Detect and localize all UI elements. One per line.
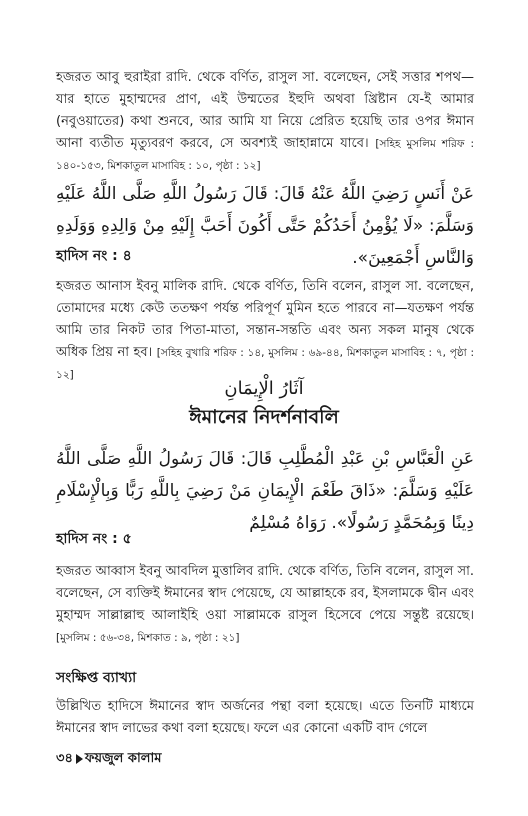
hadith-4-paragraph (56, 276, 474, 386)
hadith-5-heading: হাদিস নং : ৫ (56, 531, 132, 547)
hadith-4-body: হজরত আনাস ইবনু মালিক রাদি. থেকে বর্ণিত, তিনি বলেন, রাসুল সা. বলেছেন, তোমাদের মধ্যে কেউ ততক্ষণ পর্যন্ত পরিপূর্ণ মুমিন হতে পারবে না—যতক্ষণ পর্যন্ত আমি তার নিকট তার পিতা-মাতা, সন্তান-সন্ততি এবং অন্য সকল মানুষ থেকে অধিক প্রিয় না হব। (56, 279, 474, 360)
page-footer (56, 749, 161, 770)
page-number: ৩৪ (56, 751, 73, 766)
book-title: ফয়জুল কালাম (84, 751, 162, 766)
hadith-5-body: হজরত আব্বাস ইবনু আবদিল মুত্তালিব রাদি. থেকে বর্ণিত, তিনি বলেন, রাসুল সা. বলেছেন, সে ব্যক্তিই ঈমানের স্বাদ পেয়েছে, যে আল্লাহকে রব, ইসলামকে দ্বীন এবং মুহাম্মদ সাল্লাল্লাহু আলাইহি ওয়া সাল্লামকে রাসুল হিসেবে পেয়ে সন্তুষ্ট রয়েছে। (56, 564, 474, 623)
explanation-body: উল্লিখিত হাদিসে ঈমানের স্বাদ অর্জনের পন্থা বলা হয়েছে। এতে তিনটি মাধ্যমে ঈমানের স্বাদ লাভের কথা বলা হয়েছে। ফলে এর কোনো একটি বাদ গেলে (56, 699, 474, 736)
explanation-heading: সংক্ষিপ্ত ব্যাখ্যা (56, 670, 137, 686)
hadith-5-paragraph (56, 561, 474, 649)
hadith-4-heading: হাদিস নং : ৪ (56, 248, 132, 264)
hadith-1-paragraph (56, 67, 474, 177)
hadith-4-citation: [সহিহ বুখারি শরিফ : ১৪, মুসলিম : ৬৯-৪৪, মিশকাতুল মাসাবিহ : ৭, পৃষ্ঠা : ১২] (56, 347, 474, 381)
hadith-1-body: হজরত আবু হুরাইরা রাদি. থেকে বর্ণিত, রাসুল সা. বলেছেন, সেই সত্তার শপথ—যার হাতে মুহাম্মদের প্রাণ, এই উম্মতের ইহুদি অথবা খ্রিষ্টান যে-ই আমার (নবুওয়াতের) কথা শুনবে, আর আমি যা নিয়ে প্রেরিত হয়েছি তার ওপর ঈমান আনা ব্যতীত মৃত্যুবরণ করবে, সে অবশ্যই জাহান্নামে যাবে। (56, 70, 474, 151)
section-arabic-title: آثَارُ الْإِيمَانِ (224, 378, 304, 399)
triangle-arrow-icon (76, 754, 83, 764)
hadith-1-citation: [সহিহ মুসলিম শরিফ : ১৪০-১৫৩, মিশকাতুল মাসাবিহ : ১০, পৃষ্ঠা : ১২] (56, 138, 474, 172)
arabic-text-1: عَنْ أَنَسٍ رَضِيَ اللَّهُ عَنْهُ قَالَ: قَالَ رَسُولُ اللَّهِ صَلَّى اللَّهُ عَلَيْهِ وَسَلَّمَ: «لَا يُؤْمِنُ أَحَدُكُمْ حَتَّى أَكُونَ أَحَبَّ إِلَيْهِ مِنْ وَالِدِهِ وَوَلَدِهِ وَالنَّاسِ أَجْمَعِينَ». (56, 184, 474, 268)
arabic-text-2: عَنِ الْعَبَّاسِ بْنِ عَبْدِ الْمُطَّلِبِ قَالَ: قَالَ رَسُولُ اللَّهِ صَلَّى اللَّهُ عَلَيْهِ وَسَلَّمَ: «ذَاقَ طَعْمَ الْإِيمَانِ مَنْ رَضِيَ بِاللَّهِ رَبًّا وَبِالْإِسْلَامِ دِينًا وَبِمُحَمَّدٍ رَسُولًا». رَوَاهُ مُسْلِمٌ (56, 449, 474, 533)
hadith-5-citation: [মুসলিম : ৫৬-৩৪, মিশকাত : ৯, পৃষ্ঠা : ২১] (56, 632, 240, 644)
section-title: ঈমানের নিদর্শনাবলি (189, 406, 339, 428)
